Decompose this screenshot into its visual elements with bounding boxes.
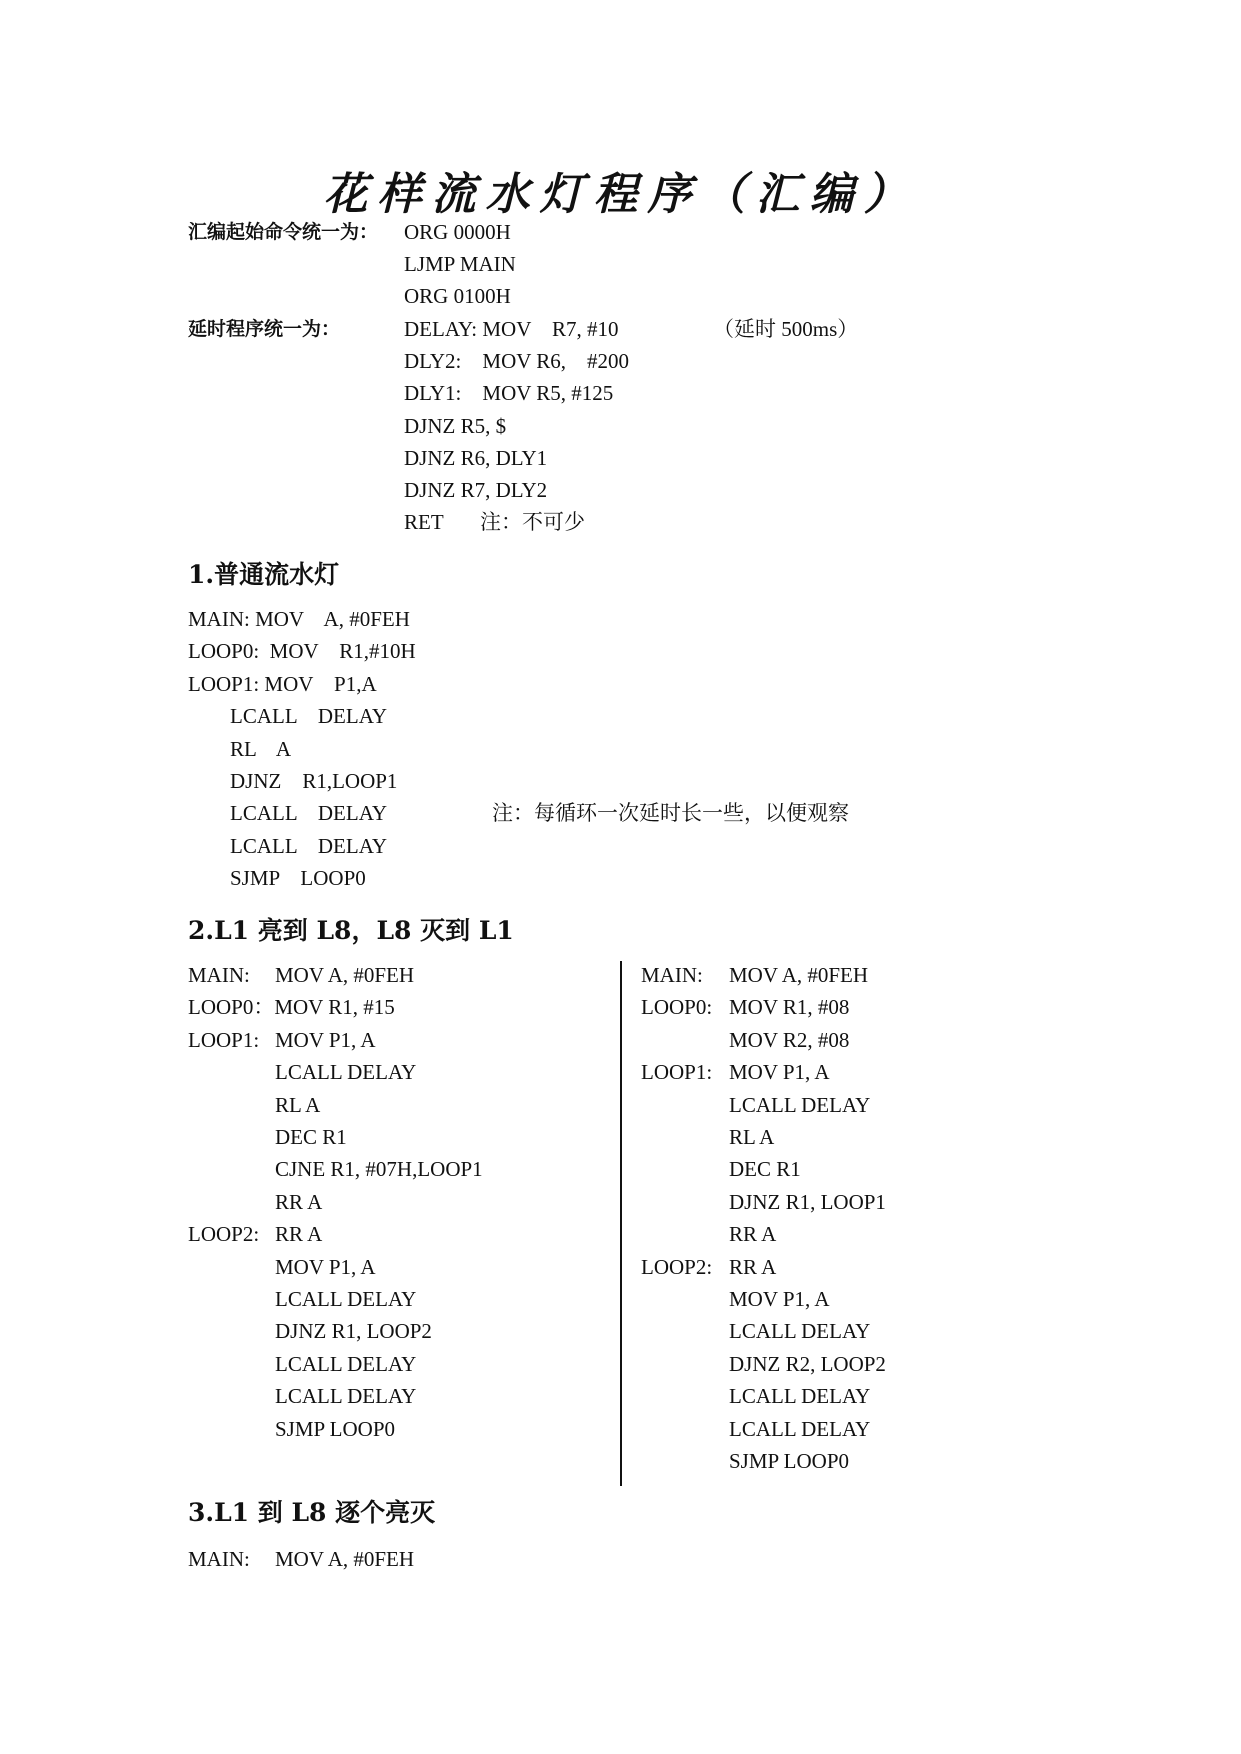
code-line: MOV P1, A: [729, 1060, 830, 1085]
code-line: LCALL DELAY: [729, 1384, 871, 1409]
code-line: LCALL DELAY: [188, 801, 388, 826]
code-line: SJMP LOOP0: [729, 1449, 850, 1473]
section-heading: 2.L1 亮到 L8，L8 灭到 L1: [188, 916, 514, 945]
code-line: LCALL DELAY: [729, 1092, 871, 1117]
delay-line: DJNZ R5, $: [404, 414, 507, 438]
code-line: LCALL DELAY: [188, 704, 388, 729]
delay-note: （延时 500ms）: [713, 317, 859, 341]
code-line: DJNZ R1, LOOP2: [275, 1319, 432, 1344]
delay-line: DJNZ R6, DLY1: [404, 446, 548, 470]
code-line: CJNE R1, #07H,LOOP1: [275, 1157, 483, 1182]
page-title: 花样流水灯程序（汇编）: [323, 169, 918, 220]
code-line: DEC R1: [275, 1125, 347, 1149]
code-line: MOV P1, A: [275, 1254, 376, 1279]
column-divider: [620, 961, 622, 1486]
delay-line: RET 注：不可少: [404, 510, 586, 534]
code-label: LOOP0:: [641, 995, 713, 1020]
code-line: RR A: [729, 1254, 777, 1279]
code-line: MOV R2, #08: [729, 1027, 850, 1052]
code-line: MOV A, #0FEH: [729, 963, 869, 987]
delay-line: DLY2: MOV R6, #200: [404, 349, 630, 373]
code-line: LCALL DELAY: [275, 1287, 417, 1311]
code-line: MOV A, #0FEH: [275, 1547, 415, 1571]
init-line: LJMP MAIN: [404, 252, 516, 276]
section-heading: 1.普通流水灯: [188, 560, 340, 589]
code-line: DJNZ R1, LOOP1: [729, 1189, 886, 1214]
init-line: ORG 0000H: [404, 220, 511, 244]
code-label: MAIN:: [641, 963, 703, 987]
code-line: DJNZ R2, LOOP2: [729, 1351, 886, 1376]
code-line: MOV P1, A: [275, 1027, 376, 1052]
code-line: LCALL DELAY: [275, 1384, 417, 1409]
delay-label: 延时程序统一为：: [188, 318, 341, 340]
init-label: 汇编起始命令统一为：: [188, 221, 379, 243]
delay-line: DELAY: MOV R7, #10: [404, 317, 619, 341]
code-label: LOOP1:: [641, 1060, 713, 1085]
code-line: MOV R1, #08: [729, 995, 850, 1020]
code-line: LOOP0: MOV R1,#10H: [188, 639, 416, 664]
code-line: MAIN: MOV A, #0FEH: [188, 607, 410, 631]
section1-note: 注：每循环一次延时长一些，以便观察: [492, 801, 849, 825]
code-label: LOOP1:: [188, 1027, 260, 1052]
code-line: MOV P1, A: [729, 1287, 830, 1311]
code-line: RL A: [729, 1125, 775, 1149]
code-line: DEC R1: [729, 1157, 801, 1182]
code-line: MOV A, #0FEH: [275, 963, 415, 987]
code-label: MAIN:: [188, 1547, 250, 1571]
code-label: MAIN:: [188, 963, 250, 987]
section-heading: 3.L1 到 L8 逐个亮灭: [188, 1498, 436, 1527]
code-label: LOOP2:: [188, 1222, 260, 1247]
code-line: LCALL DELAY: [729, 1319, 871, 1344]
code-line: LCALL DELAY: [275, 1060, 417, 1085]
code-line: RR A: [275, 1222, 323, 1247]
code-line: LCALL DELAY: [729, 1416, 871, 1441]
code-line: RL A: [275, 1092, 321, 1117]
code-line: LCALL DELAY: [275, 1351, 417, 1376]
delay-line: DJNZ R7, DLY2: [404, 478, 548, 502]
code-line: RL A: [188, 736, 292, 761]
code-line: DJNZ R1,LOOP1: [188, 769, 398, 793]
delay-line: DLY1: MOV R5, #125: [404, 381, 614, 405]
init-line: ORG 0100H: [404, 284, 511, 308]
code-line: RR A: [275, 1189, 323, 1214]
code-line: LCALL DELAY: [188, 833, 388, 858]
code-label: LOOP2:: [641, 1254, 713, 1279]
code-line: LOOP1: MOV P1,A: [188, 671, 377, 696]
code-line: RR A: [729, 1222, 777, 1247]
code-line: SJMP LOOP0: [188, 866, 366, 891]
code-label: LOOP0：MOV R1, #15: [188, 995, 395, 1020]
code-line: SJMP LOOP0: [275, 1416, 396, 1441]
